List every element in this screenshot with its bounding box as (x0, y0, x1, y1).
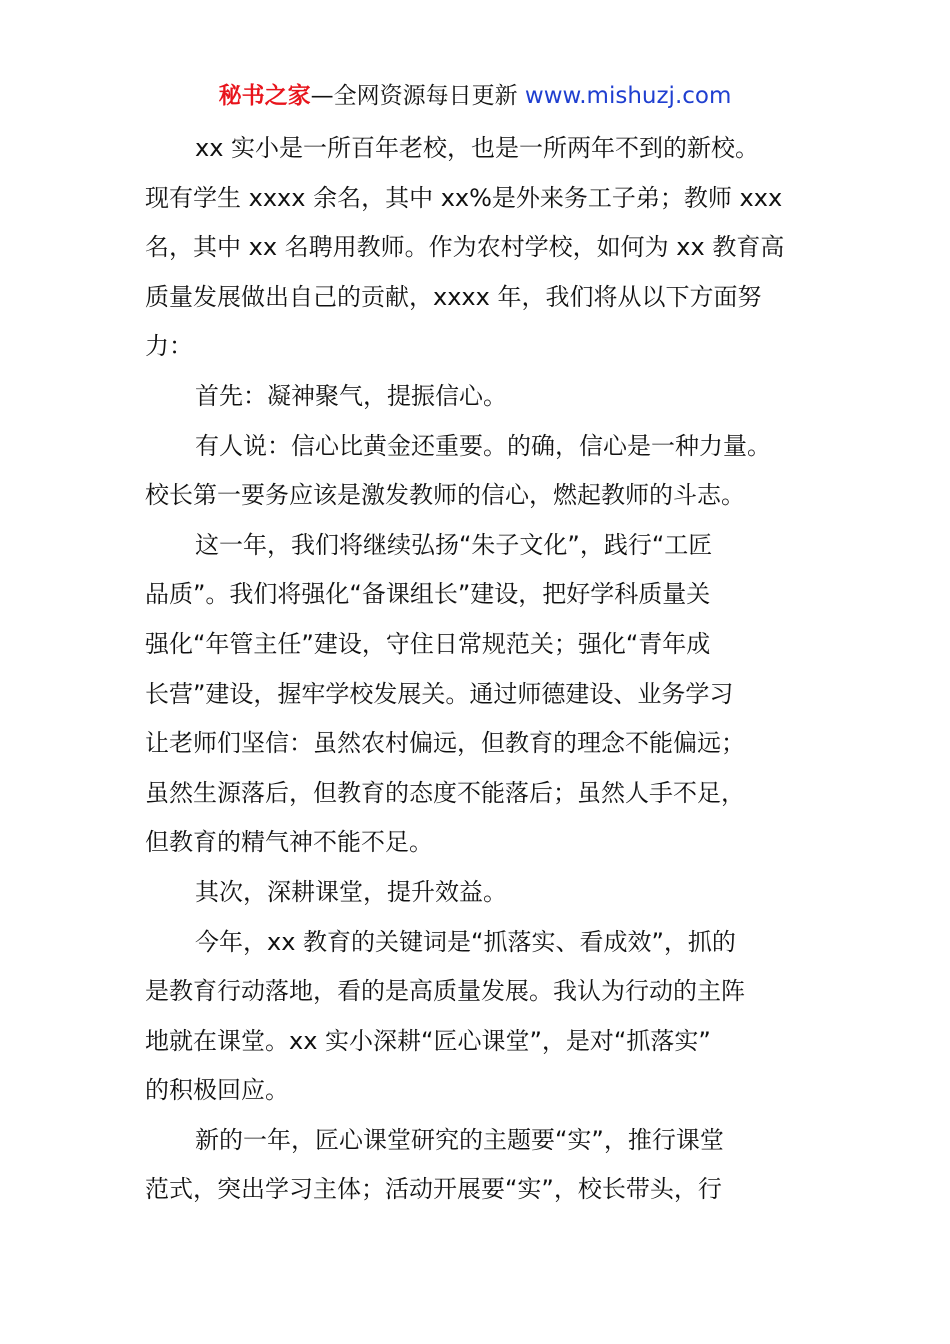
text-line: 是教育行动落地，看的是高质量发展。我认为行动的主阵 (145, 977, 745, 1006)
header-tagline: —全网资源每日更新 (310, 83, 525, 109)
document-body (145, 124, 810, 1215)
text-line: 新的一年，匠心课堂研究的主题要“实”，推行课堂 (195, 1125, 724, 1154)
text-line: 长营”建设，握牢学校发展关。通过师德建设、业务学习 (145, 679, 734, 708)
page-header (0, 80, 950, 112)
text-line: 有人说：信心比黄金还重要。的确，信心是一种力量。 (195, 431, 771, 460)
text-line: 这一年，我们将继续弘扬“朱子文化”，践行“工匠 (195, 530, 713, 559)
text-line: 名，其中 xx 名聘用教师。作为农村学校，如何为 xx 教育高 (145, 233, 785, 262)
text-line: 校长第一要务应该是激发教师的信心，燃起教师的斗志。 (145, 481, 745, 510)
brand-name: 秘书之家 (218, 83, 311, 109)
section-heading: 其次，深耕课堂，提升效益。 (195, 877, 507, 906)
text-line: 品质”。我们将强化“备课组长”建设，把好学科质量关 (145, 580, 711, 609)
text-line: 强化“年管主任”建设，守住日常规范关；强化“青年成 (145, 629, 711, 658)
text-line: 地就在课堂。xx 实小深耕“匠心课堂”，是对“抓落实” (145, 1026, 711, 1055)
text-line: 的积极回应。 (145, 1076, 289, 1105)
text-line: xx 实小是一所百年老校，也是一所两年不到的新校。 (195, 134, 760, 162)
text-line: 虽然生源落后，但教育的态度不能落后；虽然人手不足， (145, 778, 745, 807)
text-line: 范式，突出学习主体；活动开展要“实”，校长带头，行 (145, 1175, 722, 1204)
text-line: 让老师们坚信：虽然农村偏远，但教育的理念不能偏远； (145, 729, 745, 758)
site-url-link[interactable]: www.mishuzj.com (524, 83, 732, 109)
text-line: 力： (145, 332, 193, 361)
text-line: 质量发展做出自己的贡献，xxxx 年，我们将从以下方面努 (145, 282, 762, 311)
text-line: 今年，xx 教育的关键词是“抓落实、看成效”，抓的 (195, 927, 736, 956)
section-heading: 首先：凝神聚气，提振信心。 (195, 381, 507, 410)
text-line: 现有学生 xxxx 余名，其中 xx%是外来务工子弟；教师 xxx (145, 183, 783, 212)
text-line: 但教育的精气神不能不足。 (145, 828, 433, 857)
